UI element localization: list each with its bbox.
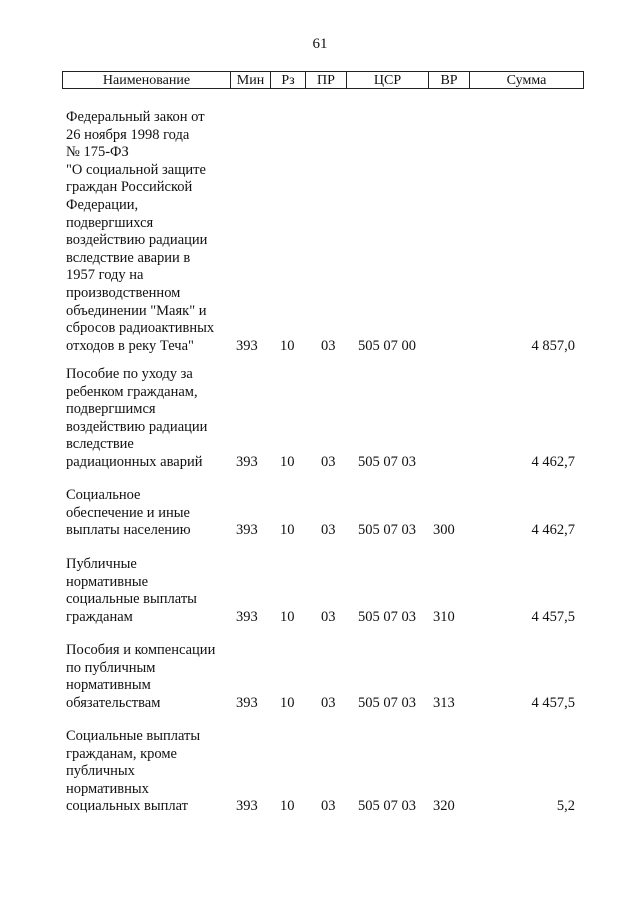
row-min: 393 — [236, 522, 258, 539]
row-csr: 505 07 03 — [358, 454, 416, 470]
row-min: 393 — [236, 337, 258, 354]
row-pr: 03 — [321, 694, 336, 711]
row-name: Социальное обеспечение и иные выплаты населению — [66, 487, 191, 539]
row-pr: 03 — [321, 337, 336, 354]
header-pr: ПР — [306, 72, 347, 88]
header-min: Мин — [231, 72, 271, 88]
row-pr: 03 — [321, 454, 336, 470]
header-csr: ЦСР — [347, 72, 429, 88]
row-min: 393 — [236, 608, 258, 625]
row-rz: 10 — [280, 454, 295, 470]
row-sum: 4 462,7 — [531, 522, 575, 539]
row-rz: 10 — [280, 798, 295, 815]
header-sum: Сумма — [506, 73, 547, 88]
header-vr: ВР — [429, 72, 470, 88]
row-csr: 505 07 03 — [358, 694, 416, 711]
row-csr: 505 07 03 — [358, 798, 416, 815]
row-name: Пособие по уходу за ребенком гражданам, подвергшимся воздействию радиации вследствие радиационных аварий — [66, 366, 208, 470]
row-csr: 505 07 03 — [358, 608, 416, 625]
row-vr: 320 — [433, 798, 455, 815]
row-vr: 300 — [433, 522, 455, 539]
row-rz: 10 — [280, 694, 295, 711]
row-rz: 10 — [280, 337, 295, 354]
table-header — [62, 71, 584, 89]
row-sum: 4 857,0 — [531, 337, 575, 354]
row-name: Пособия и компенсации по публичным нормативным обязательствам — [66, 642, 216, 711]
row-sum: 4 457,5 — [531, 608, 575, 625]
row-pr: 03 — [321, 608, 336, 625]
row-min: 393 — [236, 798, 258, 815]
row-sum: 5,2 — [556, 798, 575, 815]
row-csr: 505 07 03 — [358, 522, 416, 539]
row-rz: 10 — [280, 608, 295, 625]
header-rz: Рз — [271, 72, 306, 88]
row-min: 393 — [236, 694, 258, 711]
row-min: 393 — [236, 454, 258, 470]
row-vr: 313 — [433, 694, 455, 711]
row-sum: 4 462,7 — [531, 454, 575, 470]
page-number: 61 — [312, 36, 328, 52]
row-csr: 505 07 00 — [358, 337, 416, 354]
row-vr: 310 — [433, 608, 455, 625]
row-rz: 10 — [280, 522, 295, 539]
row-name: Социальные выплаты гражданам, кроме публичных нормативных социальных выплат — [66, 728, 201, 815]
row-name: Публичные нормативные социальные выплаты гражданам — [66, 556, 197, 625]
row-pr: 03 — [321, 798, 336, 815]
header-name: Наименование — [63, 72, 231, 88]
row-name: Федеральный закон от 26 ноября 1998 года № 175-ФЗ "О социальной защите граждан Российской Федерации, подвергшихся воздействию радиации вследствие аварии в 1957 году на производственном объединении "Маяк" и сбросов радиоактивных отходов в реку Теча" — [66, 109, 215, 354]
row-sum: 4 457,5 — [531, 694, 575, 711]
row-pr: 03 — [321, 522, 336, 539]
